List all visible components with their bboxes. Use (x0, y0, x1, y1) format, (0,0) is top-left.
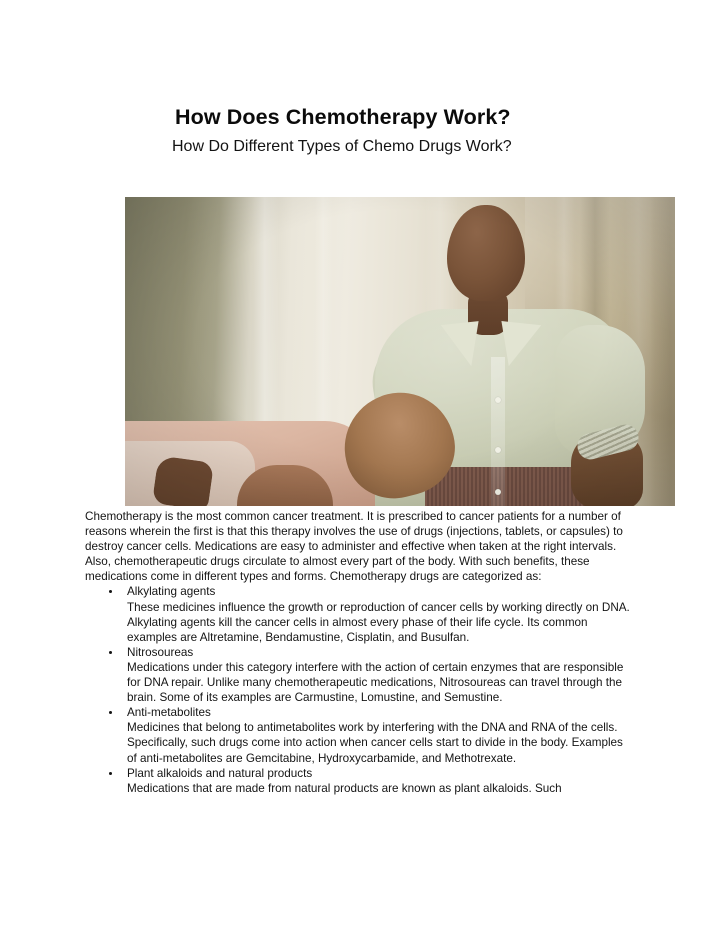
shirt-button (495, 489, 501, 495)
category-name: Anti-metabolites (127, 706, 211, 720)
photo-backdrop (125, 197, 675, 506)
seated-woman-head (447, 205, 525, 301)
article-body (85, 509, 633, 796)
list-item (85, 766, 633, 796)
shirt-button (495, 447, 501, 453)
intro-paragraph: Chemotherapy is the most common cancer treatment. It is prescribed to cancer patients for a number of reasons wherein the first is that this therapy involves the use of drugs (injections, tablets, or capsules) to destroy cancer cells. Medications are easy to administer and effective when taken at the right intervals. Also, chemotherapeutic drugs circulate to almost every part of the body. With such benefits, these medications come in different types and forms. Chemotherapy drugs are categorized as: (85, 510, 623, 584)
category-description: Medications that are made from natural products are known as plant alkaloids. Such (127, 781, 562, 795)
category-name: Plant alkaloids and natural products (127, 766, 313, 780)
list-item (85, 584, 633, 644)
shirt-placket (491, 357, 505, 506)
category-name: Alkylating agents (127, 585, 216, 599)
page-title: How Does Chemotherapy Work? (175, 105, 511, 129)
category-description: Medications under this category interfere with the action of certain enzymes that are responsible for DNA repair. Unlike many chemotherapeutic medications, Nitrosoureas can travel through the brain. Some of its examples are Carmustine, Lomustine, and Semustine. (127, 660, 624, 705)
shirt-collar-left (441, 321, 483, 369)
list-item (85, 705, 633, 765)
hand (152, 455, 214, 506)
page-subtitle: How Do Different Types of Chemo Drugs Work? (172, 138, 512, 155)
category-description: Medicines that belong to antimetabolites work by interfering with the DNA and RNA of the cells. Specifically, such drugs come into action when cancer cells start to divide in the body. Examples of anti-metabolites are Gemcitabine, Hydroxycarbamide, and Methotrexate. (127, 721, 623, 765)
drug-category-list (85, 584, 633, 795)
title-block (85, 104, 635, 158)
list-item (85, 645, 633, 705)
category-description: These medicines influence the growth or reproduction of cancer cells by working directly on DNA. Alkylating agents kill the cancer cells in almost every phase of their life cycle. Its common examples are Altretamine, Bendamustine, Cisplatin, and Busulfan. (127, 600, 630, 644)
category-name: Nitrosoureas (127, 645, 194, 659)
shirt-button (495, 397, 501, 403)
article-photo (125, 197, 675, 506)
